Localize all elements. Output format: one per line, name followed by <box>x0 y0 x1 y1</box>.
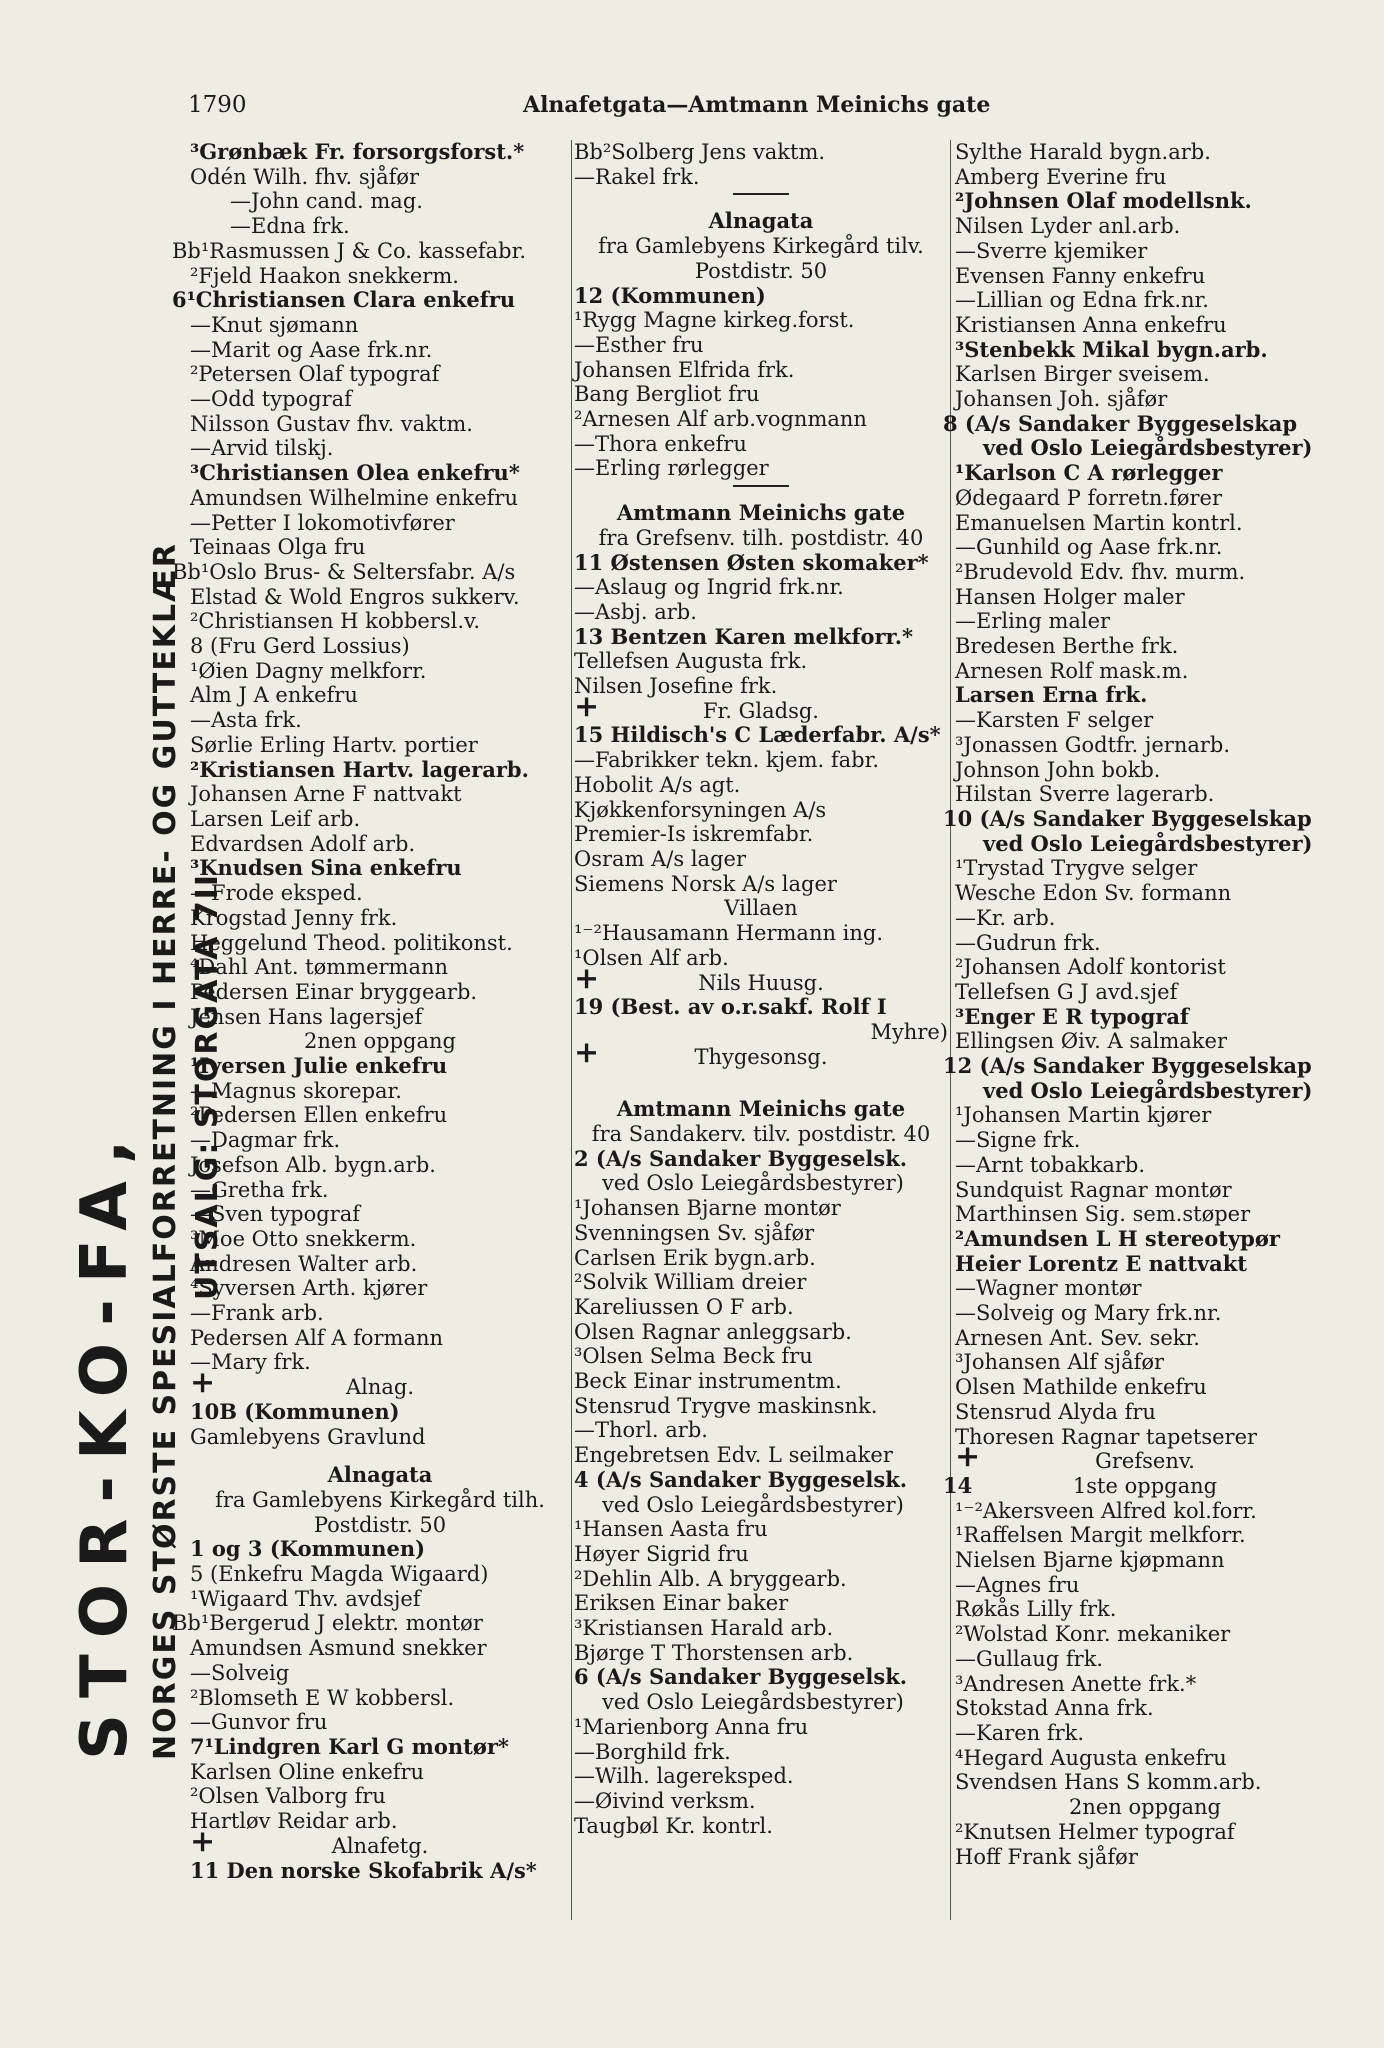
list-item: ⁴Hegard Augusta enkefru <box>955 1745 1227 1770</box>
list-item: ²Knutsen Helmer typograf <box>955 1819 1235 1844</box>
list-item: Bjørge T Thorstensen arb. <box>574 1640 854 1665</box>
list-item: ²Petersen Olaf typograf <box>190 362 440 387</box>
list-item: ²Solvik William dreier <box>574 1270 807 1295</box>
list-item: 13 Bentzen Karen melkforr.* <box>574 623 913 649</box>
list-item: Røkås Lilly frk. <box>955 1597 1117 1622</box>
list-item: —Rakel frk. <box>574 164 700 189</box>
directory-column-3 <box>943 140 1335 1869</box>
list-item: Johansen Elfrida frk. <box>574 357 795 382</box>
list-item: —Sverre kjemiker <box>955 238 1148 263</box>
list-item: ¹Trystad Trygve selger <box>955 856 1198 881</box>
list-item: —Arnt tobakkarb. <box>955 1152 1146 1177</box>
list-item: Odén Wilh. fhv. sjåfør <box>190 164 420 189</box>
list-item: ¹Olsen Alf arb. <box>574 945 729 970</box>
list-item: —Agnes fru <box>955 1572 1080 1597</box>
list-item: ¹Hansen Aasta fru <box>574 1517 768 1542</box>
list-item: Wesche Edon Sv. formann <box>955 881 1232 906</box>
list-item: ²Johnsen Olaf modellsnk. <box>955 188 1252 214</box>
list-item: —Esther fru <box>574 332 704 357</box>
list-item: 6¹Christiansen Clara enkefru <box>172 287 516 313</box>
list-item: —Fabrikker tekn. kjem. fabr. <box>574 748 879 773</box>
list-item: —Kr. arb. <box>955 905 1056 930</box>
section-subheading: fra Gamlebyens Kirkegård tilv. <box>598 234 924 259</box>
list-item: Svendsen Hans S komm.arb. <box>955 1770 1262 1795</box>
list-item: —Borghild frk. <box>574 1739 731 1764</box>
list-item: 4 (A/s Sandaker Byggeselsk. <box>574 1466 908 1492</box>
list-item: —Odd typograf <box>190 387 352 412</box>
list-item: Arnesen Ant. Sev. sekr. <box>955 1325 1200 1350</box>
list-item: —Knut sjømann <box>190 312 359 337</box>
list-item: Bb¹Oslo Brus- & Seltersfabr. A/s <box>172 559 516 584</box>
list-item: Stensrud Alyda fru <box>955 1399 1156 1424</box>
list-item: Ødegaard P forretn.fører <box>955 485 1223 510</box>
list-item: Hoff Frank sjåfør <box>955 1844 1138 1869</box>
section-rule <box>733 485 789 487</box>
list-item: Stensrud Trygve maskinsnk. <box>574 1393 878 1418</box>
list-item: Johansen Arne F nattvakt <box>190 782 462 807</box>
list-item: ³Jonassen Godtfr. jernarb. <box>955 732 1231 757</box>
list-item: Marthinsen Sig. sem.støper <box>955 1202 1251 1227</box>
list-item: ved Oslo Leiegårdsbestyrer) <box>983 830 1313 856</box>
list-item: 15 Hildisch's C Læderfabr. A/s* <box>574 722 941 748</box>
list-item: ²Johansen Adolf kontorist <box>955 955 1226 980</box>
list-item: —Wilh. lagereksped. <box>574 1764 794 1789</box>
list-item: —Edna frk. <box>230 214 350 239</box>
list-item: —Asbj. arb. <box>574 599 697 624</box>
list-item: ¹Rygg Magne kirkeg.forst. <box>574 308 855 333</box>
list-item: 19 (Best. av o.r.sakf. Rolf I <box>574 994 887 1020</box>
list-item: Hansen Holger maler <box>955 584 1185 609</box>
section-subheading: fra Gamlebyens Kirkegård tilh. <box>215 1487 545 1512</box>
list-item: Amberg Everine fru <box>955 164 1167 189</box>
list-item: ²Fjeld Haakon snekkerm. <box>190 263 459 288</box>
list-item: ¹Johansen Bjarne montør <box>574 1196 841 1221</box>
section-rule <box>733 193 789 195</box>
list-item: —Gunvor fru <box>190 1710 328 1735</box>
list-item: —Petter I lokomotivfører <box>190 510 455 535</box>
list-item: Amundsen Asmund snekker <box>190 1636 487 1661</box>
list-item: —Dagmar frk. <box>190 1128 341 1153</box>
list-item: Evensen Fanny enkefru <box>955 263 1206 288</box>
advert-brand: STOR-KO-FA, <box>68 1123 142 1760</box>
cross-icon: + <box>190 1823 216 1859</box>
list-item: 2nen oppgang <box>1069 1795 1221 1820</box>
list-item: Taugbøl Kr. kontrl. <box>574 1813 773 1838</box>
list-item: Karlsen Oline enkefru <box>190 1759 425 1784</box>
section-subheading: fra Sandakerv. tilv. postdistr. 40 <box>591 1122 931 1147</box>
directory-column-2 <box>574 140 948 1838</box>
list-item: —Aslaug og Ingrid frk.nr. <box>574 575 844 600</box>
list-item: ¹Iversen Julie enkefru <box>190 1053 448 1079</box>
list-item: Tellefsen G J avd.sjef <box>955 979 1178 1004</box>
list-item: ²Olsen Valborg fru <box>190 1784 386 1809</box>
list-item: ¹Karlson C A rørlegger <box>955 460 1223 486</box>
list-item: Larsen Erna frk. <box>955 682 1148 708</box>
list-item: ¹⁻²Hausamann Hermann ing. <box>574 921 884 946</box>
list-item: Andresen Walter arb. <box>190 1251 418 1276</box>
list-item: ³Grønbæk Fr. forsorgsforst.* <box>190 139 525 164</box>
list-item: 12 (Kommunen) <box>574 282 766 308</box>
list-item: Teinaas Olga fru <box>190 535 366 560</box>
list-item: —Gudrun frk. <box>955 930 1101 955</box>
list-item: —Mary frk. <box>190 1350 311 1375</box>
list-item: Sørlie Erling Hartv. portier <box>190 732 478 757</box>
cross-icon: + <box>574 1034 600 1070</box>
list-item: ²Amundsen L H stereotypør <box>955 1225 1280 1251</box>
list-item: ²Kristiansen Hartv. lagerarb. <box>190 756 529 782</box>
list-item: Ellingsen Øiv. A salmaker <box>955 1029 1227 1054</box>
list-item: Stokstad Anna frk. <box>955 1696 1154 1721</box>
vertical-advert <box>68 240 225 1760</box>
list-item: 2nen oppgang <box>304 1029 456 1054</box>
list-item: Gamlebyens Gravlund <box>190 1424 426 1449</box>
list-item: Krogstad Jenny frk. <box>190 905 398 930</box>
list-item: —Frank arb. <box>190 1301 324 1326</box>
list-item: Arnesen Rolf mask.m. <box>955 658 1189 683</box>
list-item: —Gunhild og Aase frk.nr. <box>955 535 1223 560</box>
section-subheading: Postdistr. 50 <box>694 258 828 283</box>
running-head: Alnafetgata—Amtmann Meinichs gate <box>523 92 991 118</box>
list-item: —Gretha frk. <box>190 1177 329 1202</box>
cross-street: + Thygesonsg. <box>574 1034 828 1070</box>
list-item: —Solveig og Mary frk.nr. <box>955 1301 1222 1326</box>
list-item: Larsen Leif arb. <box>190 806 361 831</box>
list-item: —Lillian og Edna frk.nr. <box>955 288 1209 313</box>
list-item: ²Arnesen Alf arb.vognmann <box>574 407 867 432</box>
list-item: Hobolit A/s agt. <box>574 772 741 797</box>
list-item: 5 (Enkefru Magda Wigaard) <box>190 1562 489 1587</box>
list-item: Premier-Is iskremfabr. <box>574 822 814 847</box>
list-item: —Thora enkefru <box>574 431 747 456</box>
list-item: ved Oslo Leiegårdsbestyrer) <box>983 1077 1313 1103</box>
list-item: Kareliussen O F arb. <box>574 1294 794 1319</box>
list-item: ²Dehlin Alb. A bryggearb. <box>574 1566 847 1591</box>
list-item: —Sven typograf <box>190 1202 361 1227</box>
list-item: ²Christiansen H kobbersl.v. <box>190 609 481 634</box>
list-item: Eriksen Einar baker <box>574 1591 789 1616</box>
section-subheading: Postdistr. 50 <box>313 1512 447 1537</box>
list-item: —Erling rørlegger <box>574 456 769 481</box>
cross-icon: + <box>955 1439 981 1475</box>
list-item: Hilstan Sverre lagerarb. <box>955 782 1215 807</box>
list-item: Heier Lorentz E nattvakt <box>955 1250 1247 1276</box>
cross-street: + Fr. Gladsg. <box>574 688 819 724</box>
list-item: Myhre) <box>870 1019 948 1044</box>
list-item: ¹Marienborg Anna fru <box>574 1714 809 1739</box>
list-item: Nielsen Bjarne kjøpmann <box>955 1548 1225 1573</box>
list-item: ²Blomseth E W kobbersl. <box>190 1685 455 1710</box>
list-item: Johansen Joh. sjåfør <box>955 387 1168 412</box>
list-item: 11 Den norske Skofabrik A/s* <box>190 1857 537 1883</box>
column-divider <box>950 140 951 1920</box>
list-item: Høyer Sigrid fru <box>574 1541 749 1566</box>
list-item: ³Kristiansen Harald arb. <box>574 1616 834 1641</box>
list-item: Svenningsen Sv. sjåfør <box>574 1220 815 1245</box>
list-item: Karlsen Birger sveisem. <box>955 362 1210 387</box>
list-item: —John cand. mag. <box>230 189 423 214</box>
list-item: Nilsen Josefine frk. <box>574 674 778 699</box>
list-item: Sylthe Harald bygn.arb. <box>955 140 1211 164</box>
list-item: 14 1ste oppgang <box>943 1472 1218 1498</box>
list-item: Bb¹Bergerud J elektr. montør <box>172 1611 483 1636</box>
list-item: Osram A/s lager <box>574 846 746 871</box>
list-item: Bang Bergliot fru <box>574 382 760 407</box>
list-item: Edvardsen Adolf arb. <box>190 831 416 856</box>
section-heading: Alnagata <box>327 1462 433 1488</box>
list-item: Thoresen Ragnar tapetserer <box>955 1424 1258 1449</box>
list-item: ²Brudevold Edv. fhv. murm. <box>955 559 1246 584</box>
list-item: Villaen <box>724 896 798 921</box>
list-item: ³Johansen Alf sjåfør <box>955 1350 1165 1375</box>
list-item: Kjøkkenforsyningen A/s <box>574 797 827 822</box>
list-item: —Frode eksped. <box>190 881 363 906</box>
cross-icon: + <box>190 1365 216 1401</box>
list-item: —Karen frk. <box>955 1721 1085 1745</box>
list-item: Engebretsen Edv. L seilmaker <box>574 1443 893 1468</box>
list-item: —Asta frk. <box>190 708 302 733</box>
list-item: Jensen Hans lagersjef <box>190 1004 423 1029</box>
list-item: ³Christiansen Olea enkefru* <box>190 460 520 486</box>
list-item: —Wagner montør <box>955 1276 1142 1301</box>
list-item: Olsen Ragnar anleggsarb. <box>574 1319 852 1344</box>
list-item: ved Oslo Leiegårdsbestyrer) <box>983 435 1313 461</box>
list-item: Carlsen Erik bygn.arb. <box>574 1245 816 1270</box>
list-item: Emanuelsen Martin kontrl. <box>955 510 1243 535</box>
list-item: ²Pedersen Ellen enkefru <box>190 1103 448 1128</box>
list-item: Alm J A enkefru <box>190 683 358 708</box>
list-item: —Signe frk. <box>955 1128 1081 1153</box>
list-item: —Gullaug frk. <box>955 1646 1104 1671</box>
list-item: ved Oslo Leiegårdsbestyrer) <box>602 1690 904 1715</box>
column-divider <box>571 140 572 1920</box>
list-item: —Marit og Aase frk.nr. <box>190 337 433 362</box>
list-item: Bb²Solberg Jens vaktm. <box>574 140 826 164</box>
list-item: ¹Øien Dagny melkforr. <box>190 658 427 683</box>
list-item: ¹Johansen Martin kjører <box>955 1103 1212 1128</box>
list-item: ¹⁻²Akersveen Alfred kol.forr. <box>955 1498 1257 1523</box>
list-item: 10 (A/s Sandaker Byggeselskap <box>943 805 1312 831</box>
list-item: Sundquist Ragnar montør <box>955 1177 1232 1202</box>
list-item: Beck Einar instrumentm. <box>574 1369 842 1394</box>
list-item: ved Oslo Leiegårdsbestyrer) <box>602 1492 904 1517</box>
list-item: ved Oslo Leiegårdsbestyrer) <box>602 1171 904 1196</box>
list-item: Hartløv Reidar arb. <box>190 1809 398 1834</box>
list-item: ¹Raffelsen Margit melkforr. <box>955 1523 1246 1548</box>
page-header <box>188 92 1188 132</box>
list-item: Nilsen Lyder anl.arb. <box>955 214 1181 239</box>
list-item: 12 (A/s Sandaker Byggeselskap <box>943 1053 1312 1079</box>
list-item: ¹Wigaard Thv. avdsjef <box>190 1586 421 1611</box>
list-item: 6 (A/s Sandaker Byggeselsk. <box>574 1664 908 1690</box>
list-item: Pedersen Alf A formann <box>190 1325 444 1350</box>
list-item: Nilsson Gustav fhv. vaktm. <box>190 411 473 436</box>
list-item: —Thorl. arb. <box>574 1418 708 1443</box>
list-item: ⁴Dahl Ant. tømmermann <box>190 955 449 980</box>
advert-outlet: UTSALG: STORGATA 7II <box>190 872 225 1300</box>
cross-street: + Nils Huusg. <box>574 960 824 996</box>
directory-column-1 <box>172 139 570 1883</box>
list-item: —Karsten F selger <box>955 708 1154 733</box>
section-subheading: fra Grefsenv. tilh. postdistr. 40 <box>598 525 924 550</box>
section-heading: Amtmann Meinichs gate <box>616 1096 906 1122</box>
list-item: 1 og 3 (Kommunen) <box>190 1536 426 1562</box>
list-item: Olsen Mathilde enkefru <box>955 1375 1207 1400</box>
list-item: 2 (A/s Sandaker Byggeselsk. <box>574 1145 908 1171</box>
list-item: ³Andresen Anette frk.* <box>955 1671 1197 1696</box>
list-item: ³Stenbekk Mikal bygn.arb. <box>955 336 1268 362</box>
list-item: ³Enger E R typograf <box>955 1003 1189 1029</box>
advert-tagline: NORGES STØRSTE SPESIALFORRETNING I HERRE- OG GUTTEKLÆR <box>148 542 183 1760</box>
list-item: Tellefsen Augusta frk. <box>574 649 808 674</box>
list-item: Josefson Alb. bygn.arb. <box>190 1152 436 1177</box>
cross-icon: + <box>574 960 600 996</box>
list-item: ⁴Syversen Arth. kjører <box>190 1276 428 1301</box>
list-item: ³Moe Otto snekkerm. <box>190 1226 417 1251</box>
list-item: Kristiansen Anna enkefru <box>955 312 1227 337</box>
list-item: —Erling maler <box>955 609 1111 634</box>
section-heading: Amtmann Meinichs gate <box>616 500 906 526</box>
list-item: 7¹Lindgren Karl G montør* <box>190 1734 509 1759</box>
list-item: 10B (Kommunen) <box>190 1398 400 1424</box>
list-item: 8 (A/s Sandaker Byggeselskap <box>943 410 1298 436</box>
list-item: —Solveig <box>190 1660 290 1685</box>
list-item: 8 (Fru Gerd Lossius) <box>190 634 410 659</box>
list-item: Bb¹Rasmussen J & Co. kassefabr. <box>172 238 527 263</box>
list-item: Amundsen Wilhelmine enkefru <box>190 485 518 510</box>
list-item: Bredesen Berthe frk. <box>955 634 1179 659</box>
list-item: —Magnus skorepar. <box>190 1078 402 1103</box>
list-item: ²Wolstad Konr. mekaniker <box>955 1622 1231 1647</box>
cross-street: + Alnag. <box>190 1365 415 1401</box>
list-item: Siemens Norsk A/s lager <box>574 871 837 896</box>
list-item: Heggelund Theod. politikonst. <box>190 930 513 955</box>
cross-street: + Grefsenv. <box>955 1439 1195 1475</box>
list-item: —Øivind verksm. <box>574 1789 756 1813</box>
cross-icon: + <box>574 688 600 724</box>
list-item: Elstad & Wold Engros sukkerv. <box>190 584 520 609</box>
list-item: ³Olsen Selma Beck fru <box>574 1344 813 1369</box>
list-item: —Arvid tilskj. <box>190 436 334 461</box>
page-number: 1790 <box>188 92 247 118</box>
list-item: Pedersen Einar bryggearb. <box>190 979 478 1004</box>
list-item: Johnson John bokb. <box>955 757 1161 782</box>
list-item: ³Knudsen Sina enkefru <box>190 855 462 881</box>
cross-street: + Alnafetg. <box>190 1823 429 1859</box>
section-heading: Alnagata <box>708 208 814 234</box>
list-item: 11 Østensen Østen skomaker* <box>574 549 929 575</box>
